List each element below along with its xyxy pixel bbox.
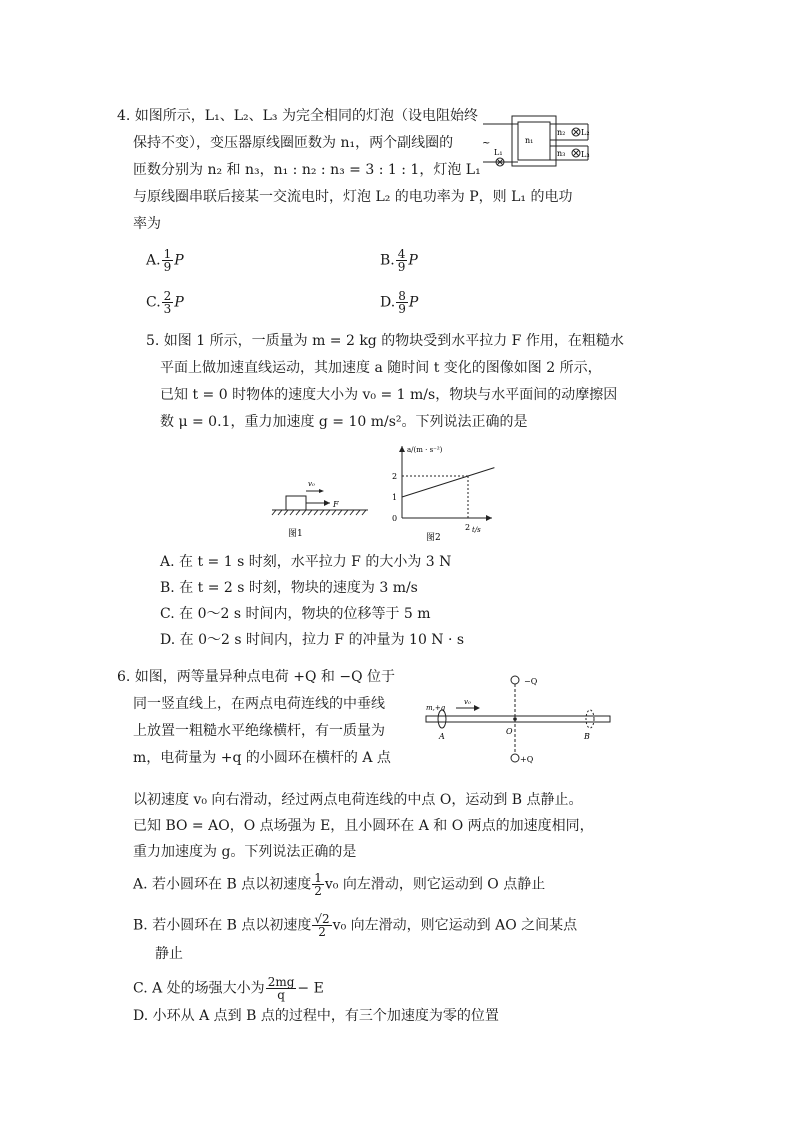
horizontal-rod [426,716,610,722]
q5-line-2: 平面上做加速直线运动，其加速度 a 随时间 t 变化的图像如图 2 所示， [160,360,602,376]
o-label: O [506,727,513,736]
q4-line-2: 保持不变），变压器原线圈匝数为 n₁，两个副线圈的 [133,135,454,151]
q6-line-1: 6. 如图，两等量异种点电荷 +Q 和 −Q 位于 [117,669,396,685]
v0-label: v₀ [464,698,471,706]
fig1-force-label: F [333,500,339,509]
ring-b [586,710,594,728]
q4-line-4: 与原线圈串联后接某一交流电时，灯泡 L₂ 的电功率为 P，则 L₁ 的电功 [133,189,573,205]
q6-option-d[interactable]: D. 小环从 A 点到 B 点的过程中，有三个加速度为零的位置 [133,1008,499,1024]
positive-charge [511,754,519,762]
y-arrow-icon [399,446,405,452]
q4-line-5: 率为 [133,216,161,232]
q5-option-a[interactable]: A. 在 t = 1 s 时刻，水平拉力 F 的大小为 3 N [160,554,452,570]
q6-option-a[interactable]: A. 若小圆环在 B 点以初速度 $\frac{1}{2}$ v₀ 向左滑动，则它运动到 O 点静止 [133,871,546,898]
q6-line-2: 同一竖直线上，在两点电荷连线的中垂线 [133,696,385,712]
q6-option-b-cont: 静止 [155,946,183,962]
q4-option-b[interactable]: B. $\frac{4}{9}$ P [380,247,418,274]
figure-2-graph [380,440,500,542]
fig1-caption: 图1 [288,529,303,539]
q4-option-d[interactable]: D. $\frac{8}{9}$ P [380,289,419,316]
q5-line-3: 已知 t = 0 时物体的速度大小为 v₀ = 1 m/s，物块与水平面间的动摩擦因 [160,387,618,403]
neg-q-label: −Q [524,677,538,686]
ring-mq-label: m,+q [426,704,446,712]
transformer-diagram [478,110,600,170]
a-label: A [439,732,445,741]
graph-origin: 0 [392,514,398,523]
q6-option-b[interactable]: B. 若小圆环在 B 点以初速度 $\frac{√2}{2}$ v₀ 向左滑动，则它运动到 AO 之间某点 [133,912,578,939]
l2-label: L₂ [581,128,590,137]
q5-option-c[interactable]: C. 在 0～2 s 时间内，物块的位移等于 5 m [160,606,431,622]
q5-option-d[interactable]: D. 在 0～2 s 时间内，拉力 F 的冲量为 10 N · s [160,632,465,648]
b-label: B [584,732,590,741]
x-arrow-icon [486,515,492,521]
ac-source-symbol: ~ [482,138,491,149]
q5-line-1: 5. 如图 1 所示，一质量为 m = 2 kg 的物块受到水平拉力 F 作用，在粗糙水 [146,333,624,349]
l3-label: L₃ [581,150,590,159]
q6-line-6: 已知 BO = AO，O 点场强为 E，且小圆环在 A 和 O 两点的加速度相同， [133,818,594,834]
charges-rod-diagram [420,668,614,770]
arrow-right-icon [474,705,480,711]
q6-option-c[interactable]: C. A 处的场强大小为 $\frac{2mg}{q}$ − E [133,975,324,1002]
q5-line-4: 数 μ = 0.1，重力加速度 g = 10 m/s²。下列说法正确的是 [160,414,528,430]
graph-xtick-2: 2 [465,523,471,532]
graph-a-t-line [402,468,494,497]
graph-y-label: a/(m · s⁻²) [407,446,443,454]
q4-option-a[interactable]: A. $\frac{1}{9}$ P [146,247,184,274]
q6-line-3: 上放置一粗糙水平绝缘横杆，有一质量为 [133,723,385,739]
q6-line-5: 以初速度 v₀ 向右滑动，经过两点电荷连线的中点 O，运动到 B 点静止。 [133,792,583,808]
ring-a [438,710,446,728]
q4-line-3: 匝数分别为 n₂ 和 n₃，n₁ : n₂ : n₃ = 3 : 1 : 1，灯泡 L₁ [133,162,481,178]
pos-q-label: +Q [520,755,534,764]
n1-label: n₁ [525,136,534,145]
n2-label: n₂ [557,128,566,137]
q6-line-4: m，电荷量为 +q 的小圆环在横杆的 A 点 [133,750,391,766]
fig2-caption: 图2 [426,533,441,542]
q5-option-b[interactable]: B. 在 t = 2 s 时刻，物块的速度为 3 m/s [160,580,418,596]
point-o [513,717,517,721]
figure-1-block [268,470,372,542]
q4-line-1: 4. 如图所示，L₁、L₂、L₃ 为完全相同的灯泡（设电阻始终 [117,108,478,124]
graph-ytick-2: 2 [392,472,398,481]
negative-charge [511,676,519,684]
q6-line-7: 重力加速度为 g。下列说法正确的是 [133,844,357,860]
graph-ytick-1: 1 [392,493,398,502]
q4-option-c[interactable]: C. $\frac{2}{3}$ P [146,289,184,316]
l1-label: L₁ [494,148,503,157]
fig1-v0-label: v₀ [308,480,315,488]
graph-x-label: t/s [472,526,481,534]
n3-label: n₃ [557,149,566,158]
